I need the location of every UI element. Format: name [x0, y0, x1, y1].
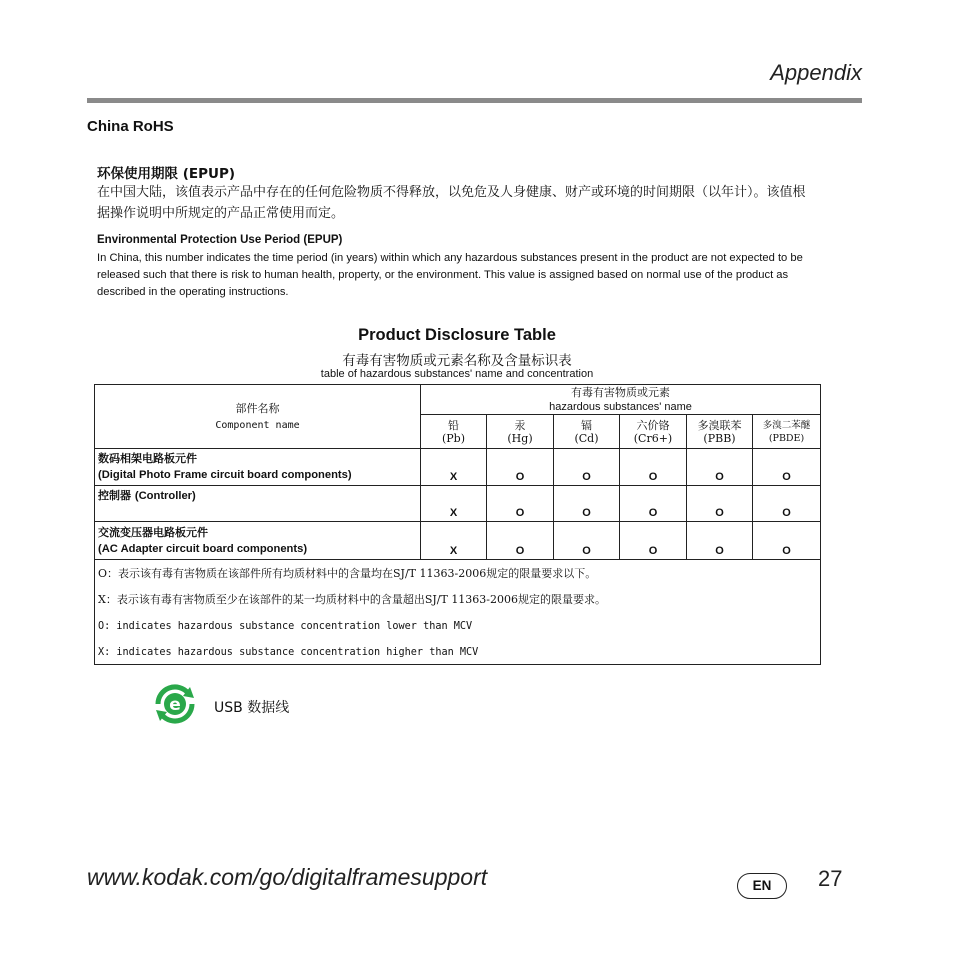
substance-header: [487, 415, 554, 449]
mark-cell: O: [487, 449, 554, 486]
substance-cn: 六价铬: [636, 418, 670, 432]
epup-cn-body: 在中国大陆，该值表示产品中存在的任何危险物质不得释放，以免危及人身健康、财产或环境的时间期限（以年计）。该值根据操作说明中所规定的产品正常使用而定。: [97, 185, 806, 221]
mark-cell: O: [487, 486, 554, 522]
epup-en-body: In China, this number indicates the time period (in years) within which any hazardous substances present in the product are not expected to be released such that there is risk to human health, property, or the environment. This value is assigned based on normal use of the product as described in the operating instructions.: [97, 252, 803, 298]
table-row: [95, 449, 821, 486]
disclosure-en-subtitle: table of hazardous substances' name and concentration: [320, 368, 594, 380]
component-header: [95, 385, 421, 449]
section-title: China RoHS: [87, 118, 174, 135]
substance-cn: 汞: [514, 418, 526, 432]
mark-cell: X: [421, 486, 487, 522]
disclosure-cn-subtitle: 有毒有害物质或元素名称及含量标识表: [342, 353, 572, 369]
component-cn: 交流变压器电路板元件: [98, 525, 208, 539]
hazard-header-cn: 有毒有害物质或元素: [571, 385, 671, 399]
epup-en-title: Environmental Protection Use Period (EPUP): [97, 234, 343, 246]
component-cell: [95, 486, 421, 522]
substance-en: (Cd): [574, 431, 599, 445]
header-divider: [87, 98, 862, 103]
substance-en: (Cr6+): [633, 431, 673, 445]
substance-en: (PBB): [703, 431, 736, 445]
substance-en: (Pb): [441, 431, 466, 445]
footer-url-link[interactable]: www.kodak.com/go/digitalframesupport: [87, 864, 488, 890]
component-cell: [95, 449, 421, 486]
mark-cell: O: [620, 449, 687, 486]
table-row: [95, 522, 821, 560]
mark-cell: O: [487, 522, 554, 560]
hazard-header-en: hazardous substances' name: [549, 400, 692, 413]
substance-header: [421, 415, 487, 449]
substance-header: [554, 415, 620, 449]
substance-en: (PBDE): [768, 432, 805, 444]
component-cn: 数码相架电路板元件: [98, 452, 197, 465]
mark-cell: O: [554, 522, 620, 560]
component-en: (Digital Photo Frame circuit board components): [98, 469, 352, 481]
substance-cn: 多溴二苯醚: [762, 419, 811, 431]
substance-header: [753, 415, 821, 449]
note-text: O：表示该有毒有害物质在该部件所有均质材料中的含量均在SJ/T 11363-2006规定的限量要求以下。: [95, 560, 821, 587]
mark-cell: X: [421, 522, 487, 560]
substance-cn: 镉: [581, 418, 592, 432]
substance-cn: 铅: [448, 418, 459, 432]
component-cell: [95, 522, 421, 560]
page-number: 27: [818, 866, 843, 891]
table-note: [95, 638, 821, 665]
component-cn: 控制器: [98, 489, 131, 502]
substance-en: (Hg): [507, 431, 533, 445]
note-text: X：表示该有毒有害物质至少在该部件的某一均质材料中的含量超出SJ/T 11363-2006规定的限量要求。: [95, 586, 821, 612]
mark-cell: O: [753, 486, 821, 522]
table-row: [95, 486, 821, 522]
table-note: [95, 586, 821, 612]
mark-cell: X: [421, 449, 487, 486]
substance-cn: 多溴联苯: [697, 418, 742, 432]
component-en: (Controller): [134, 490, 196, 502]
component-header-cn: 部件名称: [235, 401, 280, 415]
substance-header: [620, 415, 687, 449]
mark-cell: O: [620, 486, 687, 522]
note-text: [95, 612, 821, 638]
hazard-header: [421, 385, 821, 415]
note-mono: X: indicates hazardous substance concentration higher than MCV: [98, 646, 479, 658]
mark-cell: O: [687, 449, 753, 486]
mark-cell: O: [687, 522, 753, 560]
disclosure-title: Product Disclosure Table: [358, 326, 556, 344]
epup-logo-letter: e: [169, 695, 181, 715]
usb-cable-label: USB 数据线: [214, 700, 290, 716]
header-title: Appendix: [770, 60, 862, 85]
note-mono: O: indicates hazardous substance concentration lower than MCV: [98, 620, 473, 632]
epup-cn-title: 环保使用期限 (EPUP): [97, 166, 236, 182]
mark-cell: O: [753, 449, 821, 486]
component-en: (AC Adapter circuit board components): [98, 542, 308, 555]
substance-header: [687, 415, 753, 449]
mark-cell: O: [554, 486, 620, 522]
mark-cell: O: [620, 522, 687, 560]
mark-cell: O: [554, 449, 620, 486]
component-header-en: Component name: [215, 419, 300, 431]
language-badge: EN: [737, 873, 787, 899]
disclosure-table: [94, 384, 821, 665]
mark-cell: O: [753, 522, 821, 560]
table-note: [95, 612, 821, 638]
epup-recycle-icon: [152, 684, 198, 724]
mark-cell: O: [687, 486, 753, 522]
note-text: [95, 638, 821, 665]
table-note: [95, 560, 821, 587]
